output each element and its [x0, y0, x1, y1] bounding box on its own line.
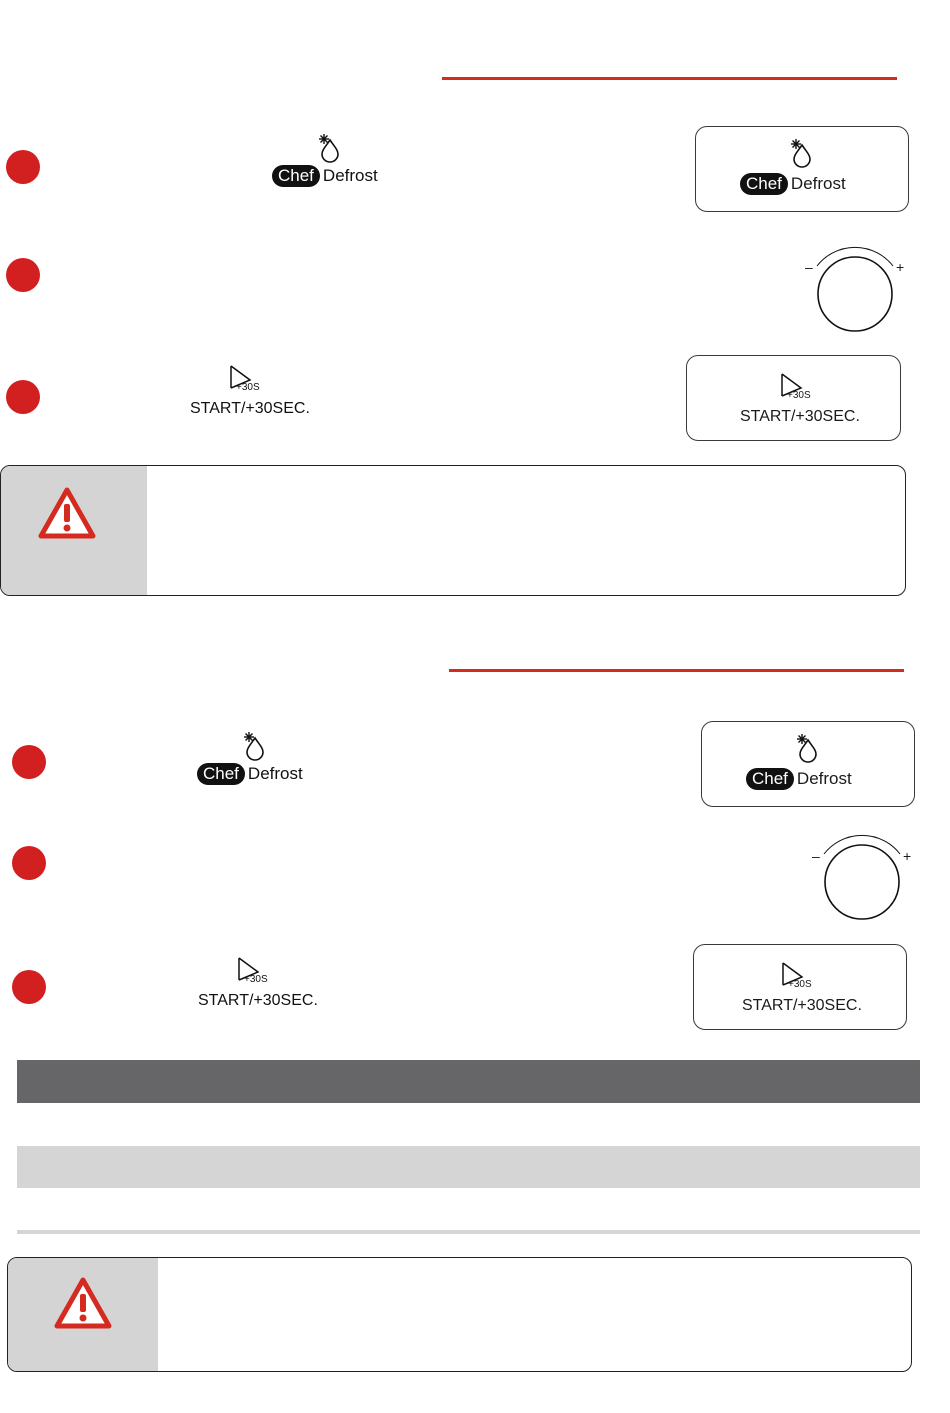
dial-knob-icon[interactable]	[807, 832, 917, 922]
defrost-label: Defrost	[790, 174, 846, 193]
step-2-dot	[12, 846, 46, 880]
step-3-start-inline	[190, 364, 320, 420]
dial-knob-icon[interactable]	[800, 244, 910, 334]
start-label: START/+30SEC.	[742, 997, 862, 1014]
chef-badge: Chef	[740, 173, 788, 195]
step-2-dot	[6, 258, 40, 292]
section-1-red-rule	[442, 77, 897, 80]
warning-box-1	[0, 465, 906, 596]
warning-triangle-icon	[53, 1276, 113, 1330]
step-1-defrost-inline	[197, 730, 317, 786]
defrost-icon	[788, 137, 816, 169]
start-30sec-key[interactable]	[693, 944, 907, 1030]
defrost-label: Defrost	[796, 769, 852, 788]
defrost-label: Defrost	[322, 166, 378, 185]
defrost-icon	[241, 730, 269, 762]
knob-minus: –	[805, 259, 813, 275]
step-1-dot	[12, 745, 46, 779]
start-small-label: +30S	[244, 974, 268, 985]
start-label: START/+30SEC.	[198, 992, 318, 1009]
chef-badge: Chef	[272, 165, 320, 187]
step-3-dot	[6, 380, 40, 414]
chef-defrost-key[interactable]	[701, 721, 915, 807]
defrost-icon	[794, 732, 822, 764]
start-small-label: +30S	[787, 390, 811, 401]
step-3-start-inline	[198, 956, 328, 1012]
knob-plus: +	[903, 848, 912, 864]
start-30sec-key[interactable]	[686, 355, 901, 441]
defrost-label: Defrost	[247, 764, 303, 783]
chef-defrost-key[interactable]	[695, 126, 909, 212]
knob-minus: –	[812, 848, 820, 864]
table-row-alt	[17, 1146, 920, 1188]
table-header-row	[17, 1060, 920, 1103]
warning-box-2	[7, 1257, 912, 1372]
chef-badge: Chef	[746, 768, 794, 790]
start-small-label: +30S	[788, 979, 812, 990]
start-label: START/+30SEC.	[190, 400, 310, 417]
step-1-dot	[6, 150, 40, 184]
defrost-icon	[316, 132, 344, 164]
table-bottom-rule	[17, 1230, 920, 1234]
start-label: START/+30SEC.	[740, 408, 860, 425]
knob-plus: +	[896, 259, 905, 275]
step-3-dot	[12, 970, 46, 1004]
section-2-red-rule	[449, 669, 904, 672]
step-1-defrost-inline	[272, 132, 392, 188]
chef-badge: Chef	[197, 763, 245, 785]
start-small-label: +30S	[236, 382, 260, 393]
warning-triangle-icon	[37, 486, 97, 540]
